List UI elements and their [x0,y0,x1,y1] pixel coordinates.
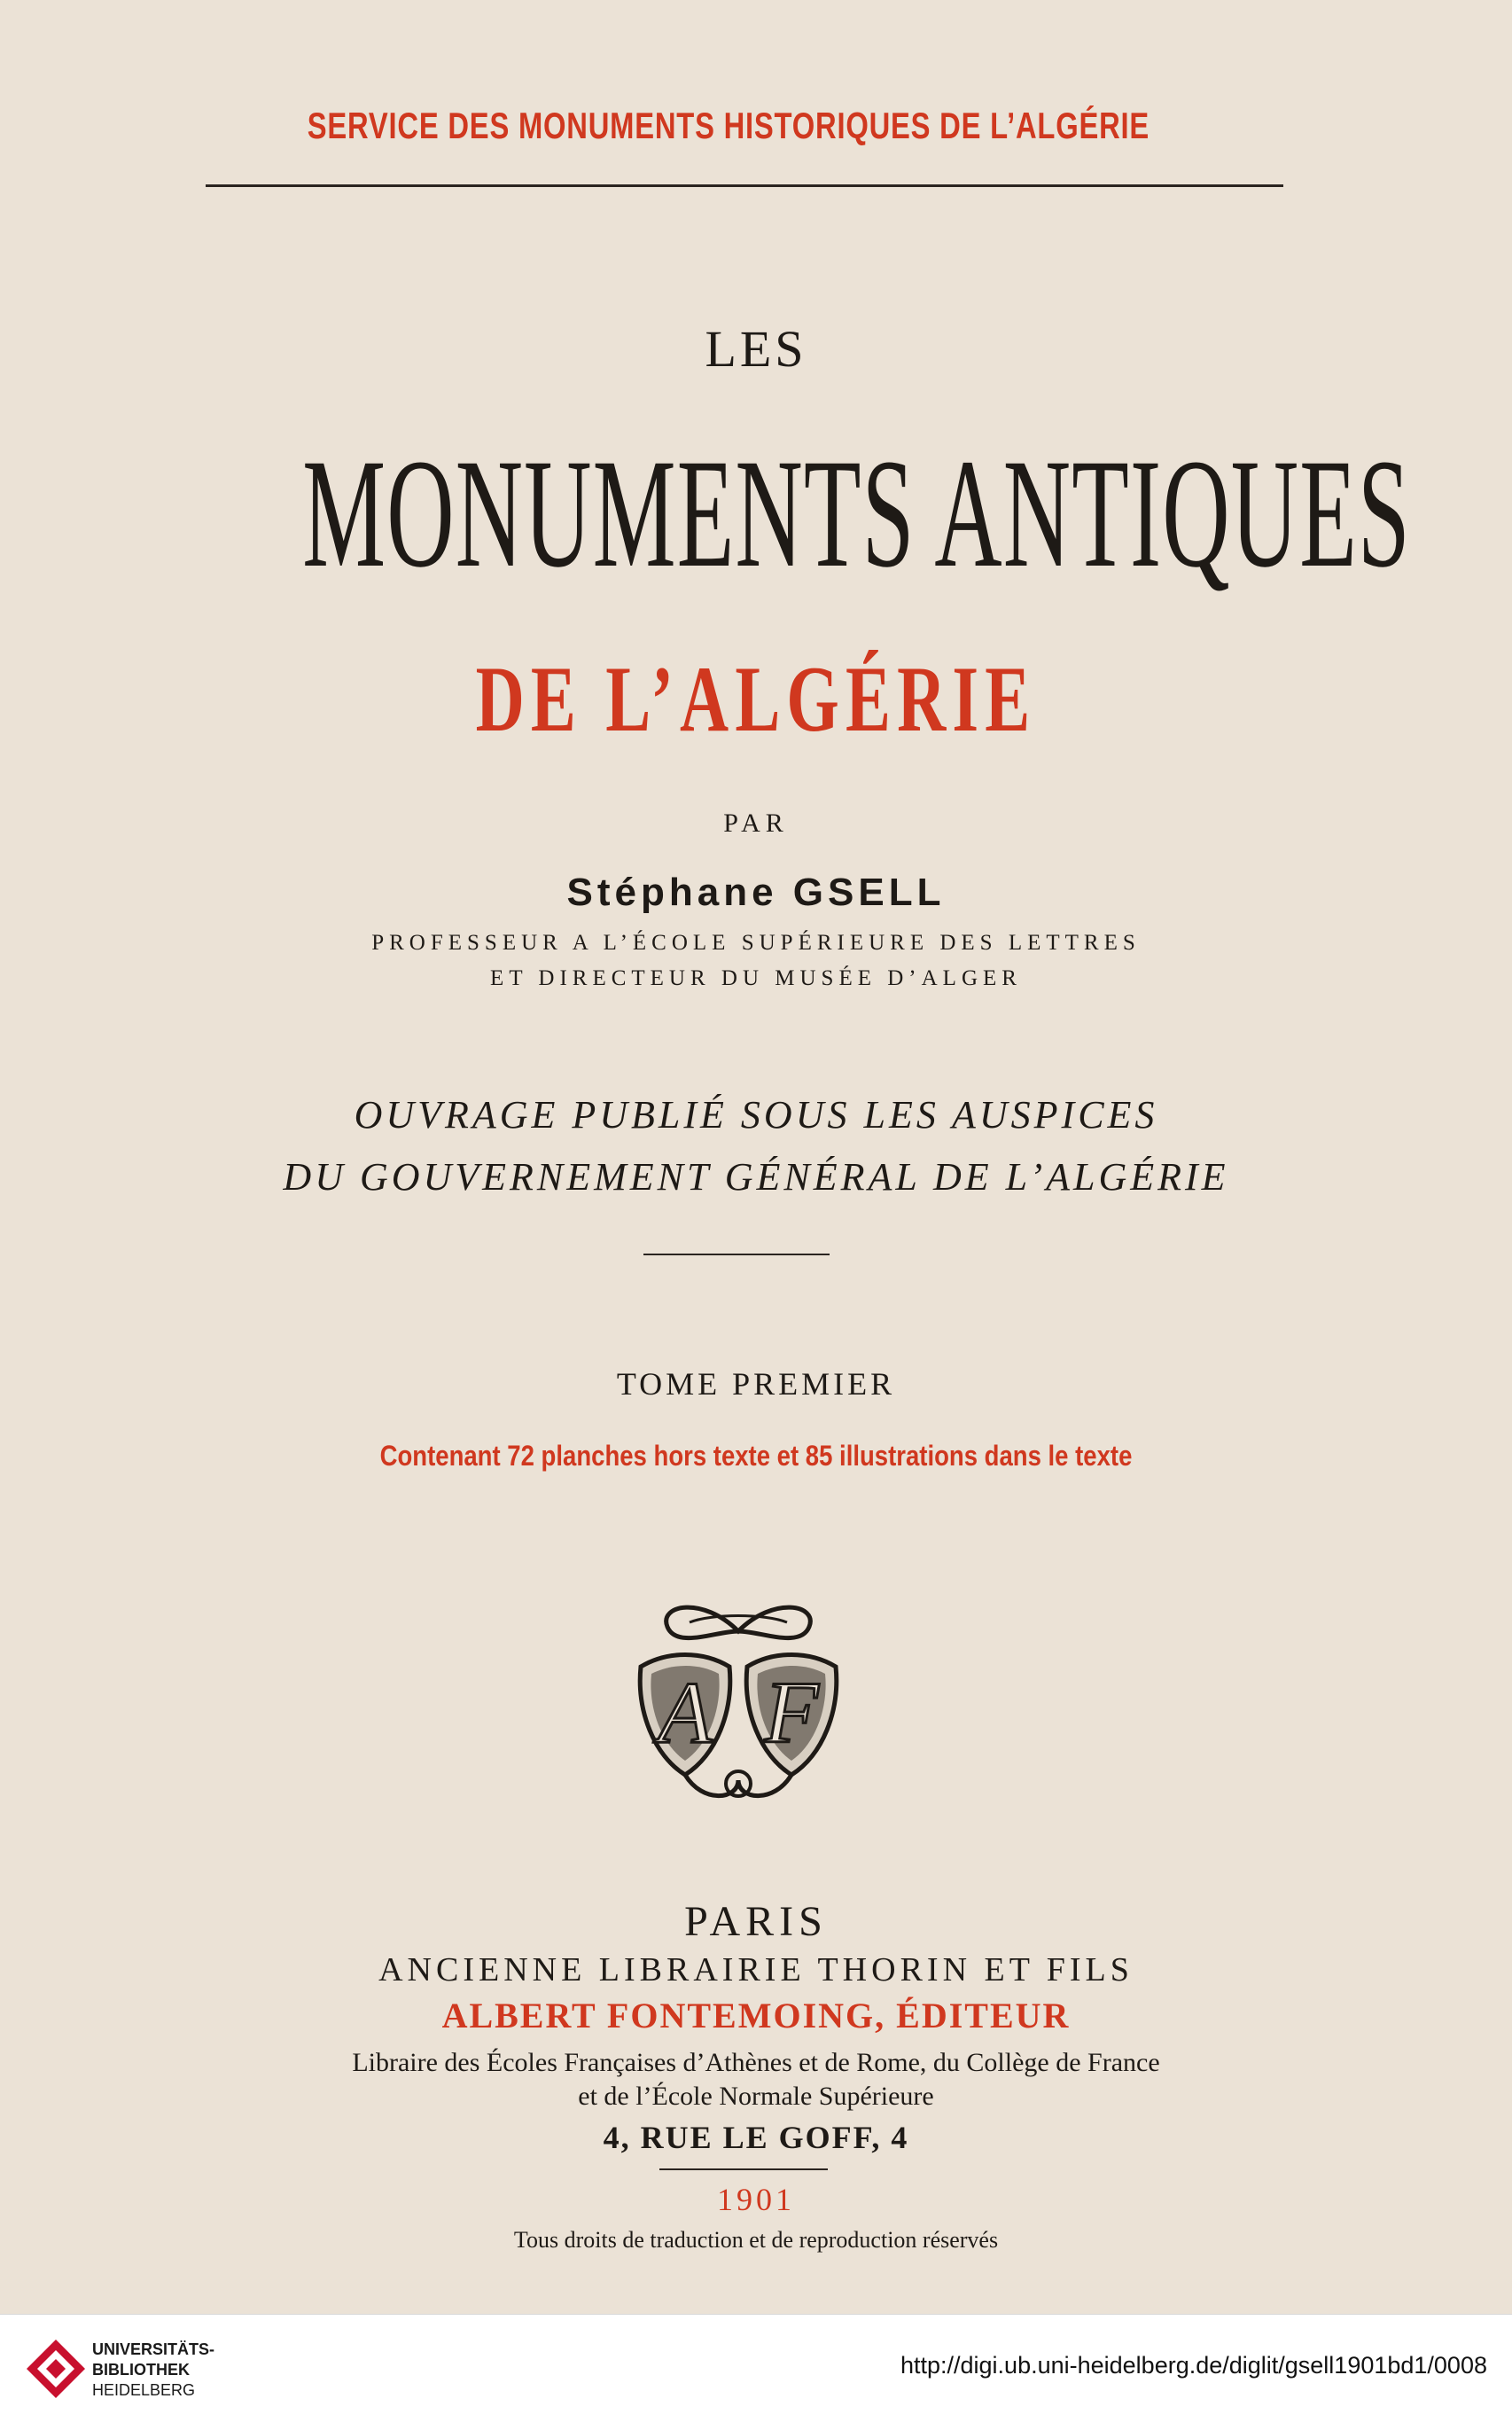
viewer-footer [0,2314,1512,2422]
imprint-rule [659,2168,828,2170]
imprint-house: ANCIENNE LIBRAIRIE THORIN ET FILS [378,1951,1134,1988]
library-logo-icon[interactable] [25,2338,87,2400]
header-rule [206,184,1283,187]
imprint-desc-line1: Libraire des Écoles Françaises d’Athènes et de Rome, du Collège de France [352,2048,1160,2077]
series-header: SERVICE DES MONUMENTS HISTORIQUES DE L’ALGÉRIE [307,105,1150,146]
imprint-desc-line2: et de l’École Normale Supérieure [578,2082,934,2111]
main-title: MONUMENTS ANTIQUES [302,427,1411,600]
by-label: PAR [723,809,789,838]
author-title-line2: ET DIRECTEUR DU MUSÉE D’ALGER [490,966,1022,990]
publication-note-line2: DU GOUVERNEMENT GÉNÉRAL DE L’ALGÉRIE [283,1155,1229,1199]
subtitle: DE L’ALGÉRIE [475,647,1037,751]
permalink[interactable]: http://digi.ub.uni-heidelberg.de/diglit/gsell1901bd1/0008 [900,2352,1487,2379]
imprint-year: 1901 [717,2182,795,2217]
publication-note-line1: OUVRAGE PUBLIÉ SOUS LES AUSPICES [354,1093,1158,1137]
svg-text:A: A [658,1663,713,1762]
library-name-line2: BIBLIOTHEK [92,2361,190,2379]
imprint-publisher: ALBERT FONTEMOING, ÉDITEUR [441,1996,1071,2035]
volume-label: TOME PREMIER [616,1366,896,1402]
contents-note: Contenant 72 planches hors texte et 85 illustrations dans le texte [379,1440,1133,1472]
imprint-city: PARIS [684,1898,828,1945]
author-title-line1: PROFESSEUR A L’ÉCOLE SUPÉRIEURE DES LETTRES [371,931,1141,955]
imprint-address: 4, RUE LE GOFF, 4 [603,2120,909,2155]
author-name: Stéphane GSELL [566,871,946,914]
title-les: LES [705,320,807,378]
library-name[interactable] [92,2340,214,2401]
svg-text:F: F [764,1663,819,1762]
publisher-monogram-icon [605,1578,871,1817]
library-name-line3: HEIDELBERG [92,2381,196,2399]
library-name-line1: UNIVERSITÄTS- [92,2340,215,2358]
middle-rule [643,1254,830,1255]
rights-note: Tous droits de traduction et de reproduction réservés [513,2227,999,2253]
